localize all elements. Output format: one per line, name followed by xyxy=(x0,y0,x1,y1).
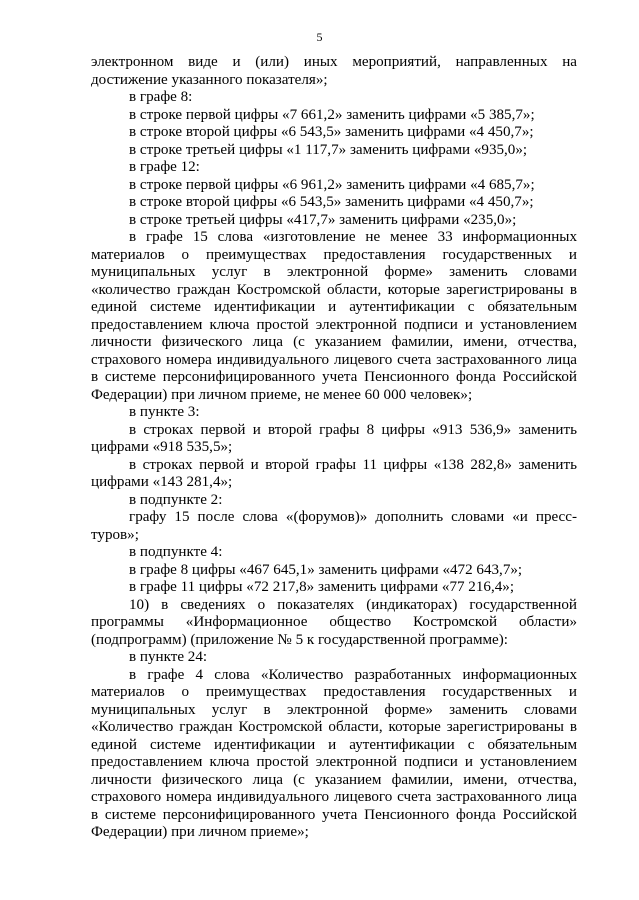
page-number: 5 xyxy=(316,30,323,44)
document-body xyxy=(91,54,577,842)
paragraph: в пункте 3: xyxy=(129,404,200,420)
paragraph: в строках первой и второй графы 11 цифры «138 282,8» заменить цифрами «143 281,4»; xyxy=(91,456,577,490)
paragraph: в строке второй цифры «6 543,5» заменить цифрами «4 450,7»; xyxy=(129,124,534,140)
paragraph: в пункте 24: xyxy=(129,649,208,665)
paragraph: 10) в сведениях о показателях (индикаторах) государственной программы «Информационное общество Костромской области» (подпрограмм) (приложение № 5 к государственной программе): xyxy=(91,596,577,648)
paragraph: в графе 11 цифры «72 217,8» заменить цифрами «77 216,4»; xyxy=(129,579,515,595)
paragraph: в подпункте 4: xyxy=(129,544,223,560)
paragraph: в подпункте 2: xyxy=(129,491,223,508)
paragraph: в строках первой и второй графы 8 цифры «913 536,9» заменить цифрами «918 535,5»; xyxy=(91,421,577,455)
paragraph: в строке первой цифры «7 661,2» заменить цифрами «5 385,7»; xyxy=(129,106,535,123)
paragraph: в графе 12: xyxy=(129,159,200,175)
paragraph: электронном виде и (или) иных мероприятий, направленных на достижение указанного показателя»; xyxy=(91,54,577,88)
paragraph: в графе 8 цифры «467 645,1» заменить цифрами «472 643,7»; xyxy=(129,561,523,578)
paragraph: в строке первой цифры «6 961,2» заменить цифрами «4 685,7»; xyxy=(129,176,535,193)
paragraph: в строке третьей цифры «417,7» заменить цифрами «235,0»; xyxy=(129,211,517,228)
paragraph: в строке третьей цифры «1 117,7» заменить цифрами «935,0»; xyxy=(129,141,528,158)
paragraph: в графе 4 слова «Количество разработанных информационных материалов о преимуществах предоставления государственных и муниципальных услуг в электронной форме» заменить словами «Количество граждан Костромской области, которые зарегистрированы в единой системе идентификации и аутентификации с обязательным предоставлением ключа простой электронной подписи и установлением личности физического лица (с указанием фамилии, имени, отчества, страхового номера индивидуального лицевого счета застрахованного лица в системе персонифицированного учета Пенсионного фонда Российской Федерации) при личном приеме»; xyxy=(91,666,577,840)
paragraph: в графе 15 слова «изготовление не менее 33 информационных материалов о преимуществах предоставления государственных и муниципальных услуг в электронной форме» заменить словами «количество граждан Костромской области, которые зарегистрированы в единой системе идентификации и аутентификации с обязательным предоставлением ключа простой электронной подписи и установлением личности физического лица (с указанием фамилии, имени, отчества, страхового номера индивидуального лицевого счета застрахованного лица в системе персонифицированного учета Пенсионного фонда Российской Федерации) при личном приеме, не менее 60 000 человек»; xyxy=(91,229,577,403)
paragraph: в строке второй цифры «6 543,5» заменить цифрами «4 450,7»; xyxy=(129,194,534,210)
paragraph: графу 15 после слова «(форумов)» дополнить словами «и пресс-туров»; xyxy=(91,509,577,543)
paragraph: в графе 8: xyxy=(129,89,193,105)
